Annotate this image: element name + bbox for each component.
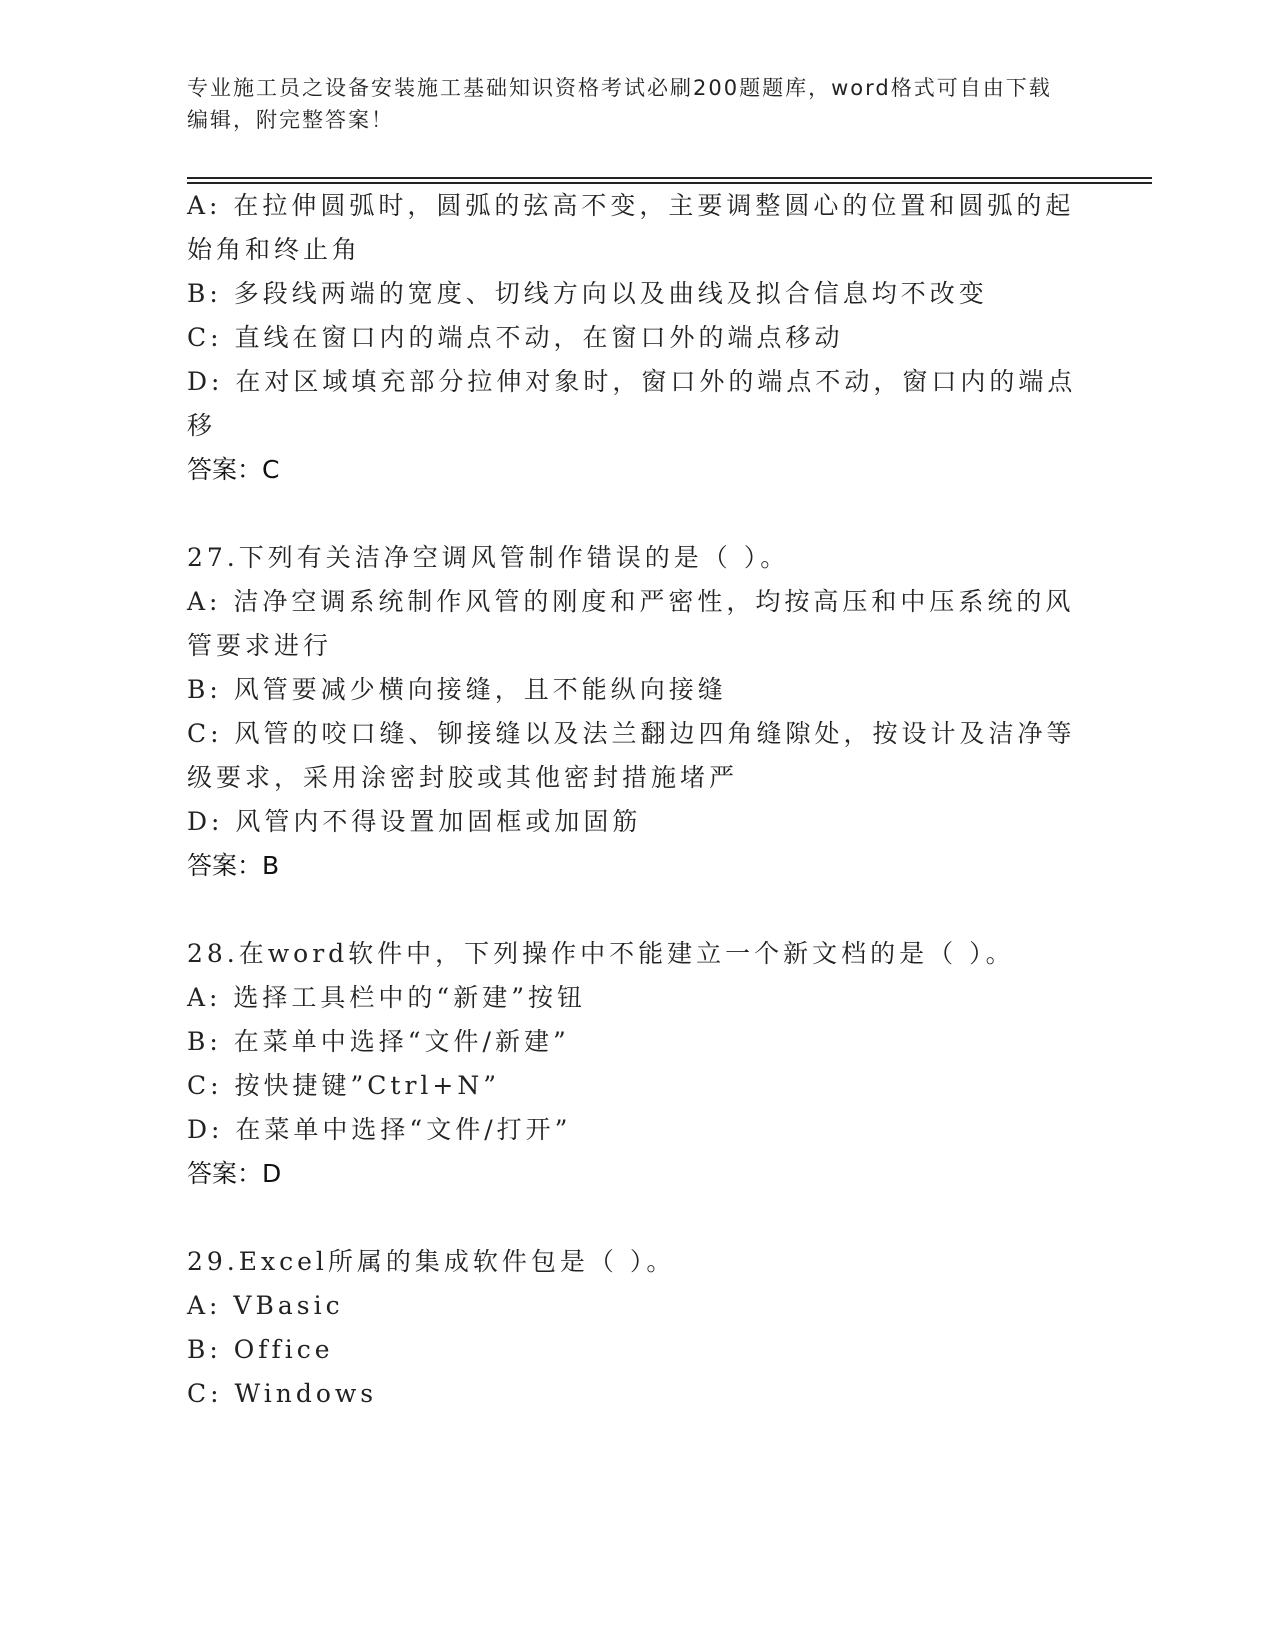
q26-option-d-line1: D: 在对区域填充部分拉伸对象时，窗口外的端点不动，窗口内的端点 <box>187 367 1077 396</box>
q26-option-b: B: 多段线两端的宽度、切线方向以及曲线及拟合信息均不改变 <box>187 279 988 308</box>
q28-option-b: B: 在菜单中选择“文件/新建” <box>187 1027 570 1056</box>
q29-option-a: A: VBasic <box>187 1291 344 1320</box>
header-rule-bottom <box>187 182 1152 184</box>
q28-option-c: C: 按快捷键”Ctrl+N” <box>187 1071 501 1100</box>
q26-option-d-line2: 移 <box>187 411 217 440</box>
q27-option-a-line1: A: 洁净空调系统制作风管的刚度和严密性，均按高压和中压系统的风 <box>187 587 1075 616</box>
q29-option-c: C: Windows <box>187 1379 378 1408</box>
q26-option-a-line1: A: 在拉伸圆弧时，圆弧的弦高不变，主要调整圆心的位置和圆弧的起 <box>187 191 1075 220</box>
q28-option-a: A: 选择工具栏中的“新建”按钮 <box>187 983 586 1012</box>
document-header: 专业施工员之设备安装施工基础知识资格考试必刷200题题库，word格式可自由下载编辑，附完整答案！ <box>187 76 1052 132</box>
q26-option-a-line2: 始角和终止角 <box>187 235 362 264</box>
q27-option-b: B: 风管要减少横向接缝，且不能纵向接缝 <box>187 675 727 704</box>
q27-option-d: D: 风管内不得设置加固框或加固筋 <box>187 807 642 836</box>
q27-option-c-line2: 级要求，采用涂密封胶或其他密封措施堵严 <box>187 763 739 792</box>
q29-stem: 29.Excel所属的集成软件包是（ ）。 <box>187 1247 676 1276</box>
q27-answer: 答案：B <box>187 851 280 880</box>
header-rule-top <box>187 177 1152 179</box>
q27-stem: 27.下列有关洁净空调风管制作错误的是（ ）。 <box>187 543 790 572</box>
q28-stem: 28.在word软件中，下列操作中不能建立一个新文档的是（ ）。 <box>187 939 1015 968</box>
q27-option-a-line2: 管要求进行 <box>187 631 333 660</box>
q28-option-d: D: 在菜单中选择“文件/打开” <box>187 1115 572 1144</box>
q27-option-c-line1: C: 风管的咬口缝、铆接缝以及法兰翻边四角缝隙处，按设计及洁净等 <box>187 719 1076 748</box>
q26-answer: 答案：C <box>187 455 280 484</box>
q26-option-c: C: 直线在窗口内的端点不动，在窗口外的端点移动 <box>187 323 844 352</box>
q28-answer: 答案：D <box>187 1159 282 1188</box>
q29-option-b: B: Office <box>187 1335 334 1364</box>
